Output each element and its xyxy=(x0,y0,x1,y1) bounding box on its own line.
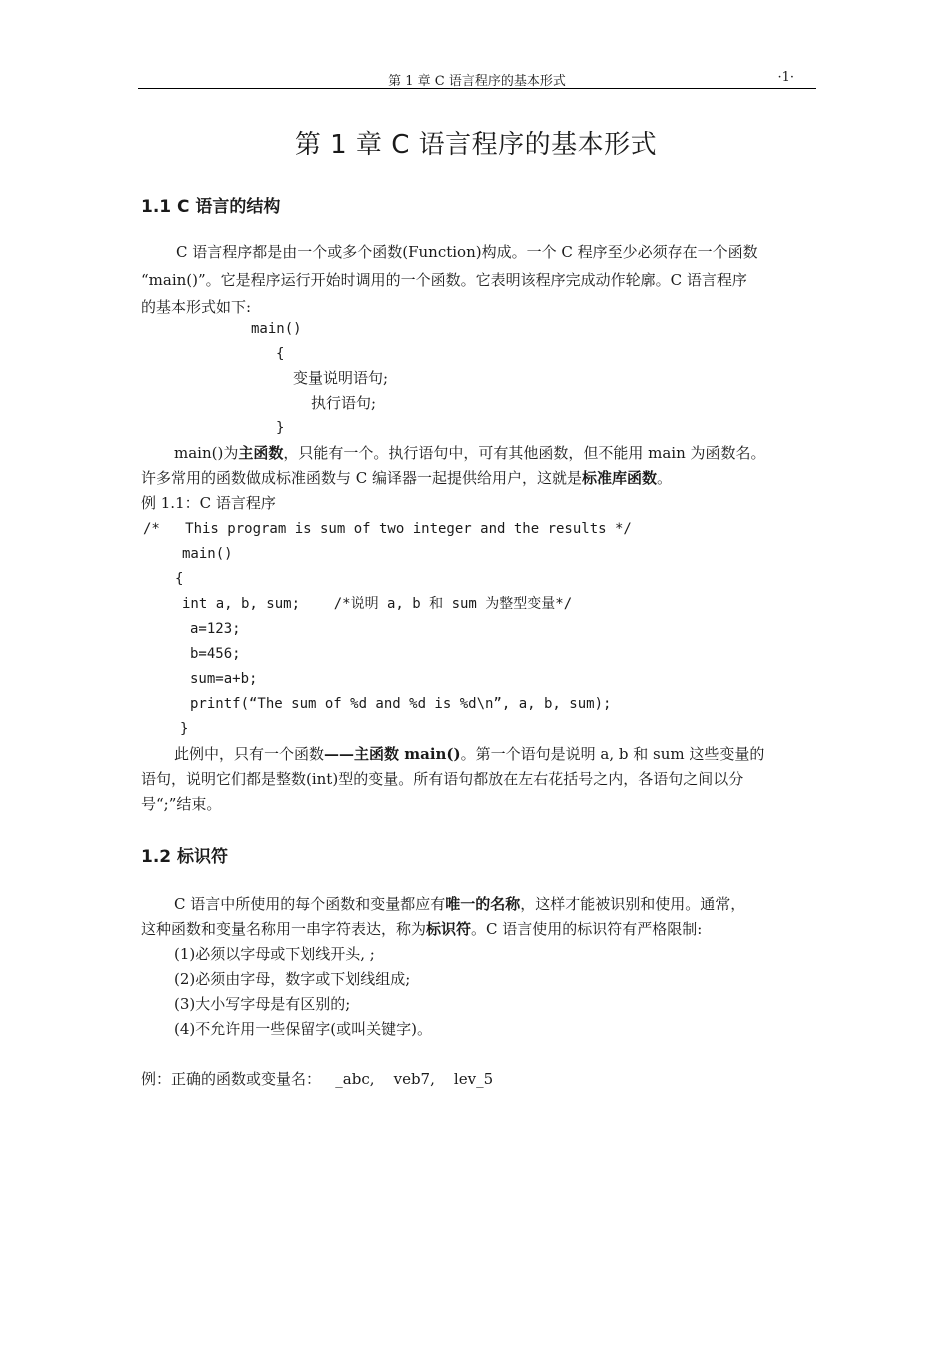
paragraph-line xyxy=(174,744,764,764)
rule-item: (2)必须由字母，数字或下划线组成; xyxy=(174,970,411,988)
form-line: 变量说明语句; xyxy=(293,369,389,387)
paragraph-line: 语句，说明它们都是整数(int)型的变量。所有语句都放在左右花括号之内，各语句之间以分 xyxy=(141,770,744,788)
section-heading-1-2: 1.2 标识符 xyxy=(141,847,229,867)
code-line: b=456; xyxy=(190,646,241,662)
identifier-example: 例：正确的函数或变量名： _abc, veb7, lev_5 xyxy=(141,1070,494,1088)
text-run: 这种函数和变量名称用一串字符表达，称为 xyxy=(141,920,427,938)
code-line: main() xyxy=(182,546,233,562)
rule-item: (4)不允许用一些保留字(或叫关键字)。 xyxy=(174,1020,432,1038)
text-run: 。第一个语句是说明 a, b 和 sum 这些变量的 xyxy=(460,745,765,763)
paragraph-line xyxy=(141,919,702,939)
code-line: sum=a+b; xyxy=(190,671,258,687)
paragraph-line xyxy=(174,894,745,914)
bold-term-unique-name: 唯一的名称 xyxy=(445,895,521,913)
form-line: } xyxy=(276,420,285,436)
text-run: 。 xyxy=(657,469,673,487)
text-run: ，这样才能被识别和使用。通常， xyxy=(520,895,746,913)
bold-term-stdlib: 标准库函数 xyxy=(582,469,658,487)
code-line: a=123; xyxy=(190,621,241,637)
rule-item: (1)必须以字母或下划线开头, ; xyxy=(174,945,375,963)
paragraph-line: 的基本形式如下: xyxy=(141,298,252,316)
page-number: ·1· xyxy=(777,70,794,85)
paragraph-line: “main()”。它是程序运行开始时调用的一个函数。它表明该程序完成动作轮廓。C 语言程序 xyxy=(141,271,747,289)
rule-item: (3)大小写字母是有区别的; xyxy=(174,995,351,1013)
text-run: 此例中，只有一个函数 xyxy=(174,745,325,763)
bold-term-main-function-name: ——主函数 main() xyxy=(324,745,461,763)
code-line: } xyxy=(180,721,189,737)
running-title: 第 1 章 C 语言程序的基本形式 xyxy=(388,74,566,89)
example-label: 例 1.1：C 语言程序 xyxy=(141,494,276,512)
form-line: 执行语句; xyxy=(311,394,377,412)
text-run: 。C 语言使用的标识符有严格限制: xyxy=(471,920,703,938)
form-line: { xyxy=(276,346,285,362)
bold-term-identifier: 标识符 xyxy=(426,920,472,938)
paragraph-line: 号“;”结束。 xyxy=(141,795,222,813)
text-run: C 语言中所使用的每个函数和变量都应有 xyxy=(174,895,446,913)
paragraph-line xyxy=(141,468,672,488)
text-run: 许多常用的函数做成标准函数与 C 编译器一起提供给用户，这就是 xyxy=(141,469,583,487)
code-line: int a, b, sum; /*说明 a, b 和 sum 为整型变量*/ xyxy=(182,596,573,612)
paragraph-line xyxy=(174,443,766,463)
text-run: ，只能有一个。执行语句中，可有其他函数，但不能用 main 为函数名。 xyxy=(283,444,766,462)
section-heading-1-1: 1.1 C 语言的结构 xyxy=(141,197,281,217)
bold-term-main-function: 主函数 xyxy=(238,444,284,462)
form-line: main() xyxy=(251,321,302,337)
code-line: /* This program is sum of two integer and the results */ xyxy=(143,521,632,537)
page-header xyxy=(138,70,816,89)
text-run: main()为 xyxy=(174,444,239,462)
paragraph-line: C 语言程序都是由一个或多个函数(Function)构成。一个 C 程序至少必须存在一个函数 xyxy=(176,243,758,261)
code-line: { xyxy=(175,571,184,587)
chapter-title: 第 1 章 C 语言程序的基本形式 xyxy=(294,130,658,160)
code-line: printf(“The sum of %d and %d is %d\n”, a, b, sum); xyxy=(190,696,612,712)
